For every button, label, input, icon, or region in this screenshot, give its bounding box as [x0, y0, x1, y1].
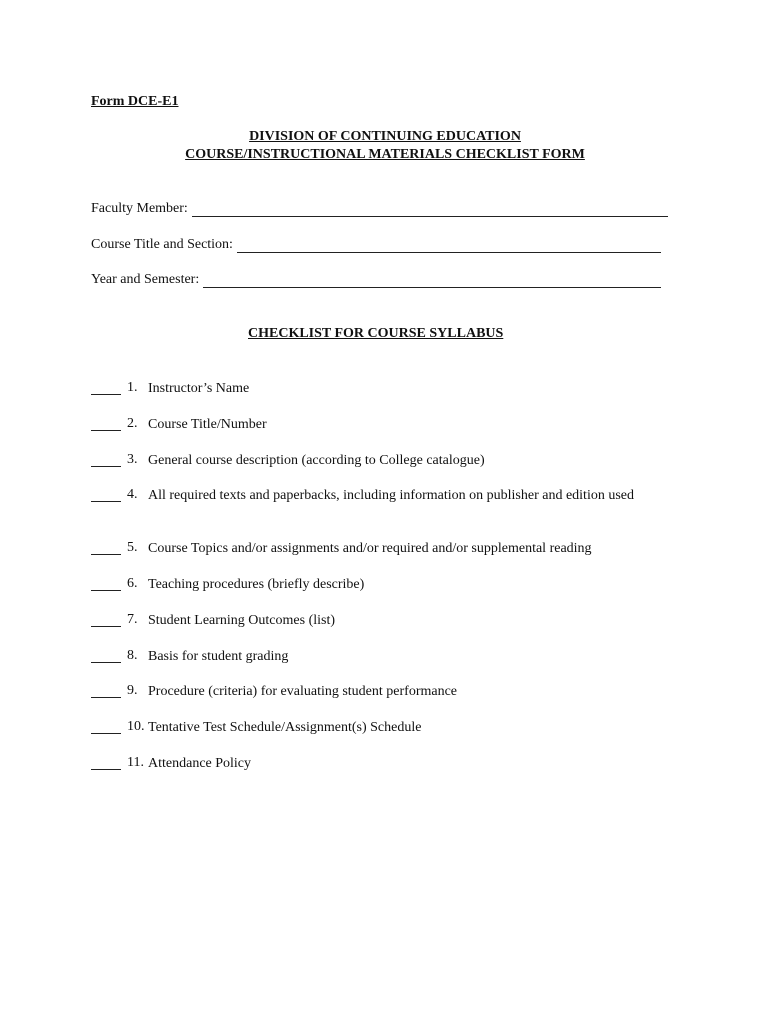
item-number: 7. — [127, 612, 138, 627]
check-blank[interactable] — [91, 755, 121, 770]
item-number: 2. — [127, 416, 138, 431]
course-title-section-field — [91, 237, 661, 253]
year-semester-blank[interactable] — [203, 273, 661, 288]
item-text: Procedure (criteria) for evaluating student performance — [148, 684, 458, 699]
check-blank[interactable] — [91, 452, 121, 467]
check-blank[interactable] — [91, 540, 121, 555]
item-text: Teaching procedures (briefly describe) — [148, 577, 365, 592]
section-heading: CHECKLIST FOR COURSE SYLLABUS — [248, 326, 504, 341]
check-blank[interactable] — [91, 648, 121, 663]
item-number: 10. — [127, 719, 145, 734]
check-blank[interactable] — [91, 487, 121, 502]
item-text: Student Learning Outcomes (list) — [148, 613, 336, 628]
item-text: General course description (according to College catalogue) — [148, 453, 485, 468]
year-semester-field — [91, 272, 661, 288]
item-number: 6. — [127, 576, 138, 591]
item-text: All required texts and paperbacks, including information on publisher and edition used — [148, 488, 634, 503]
form-id: Form DCE-E1 — [91, 94, 179, 109]
item-number: 11. — [127, 755, 144, 770]
check-blank[interactable] — [91, 576, 121, 591]
faculty-member-blank[interactable] — [192, 202, 668, 217]
item-text: Instructor’s Name — [148, 381, 250, 396]
check-blank[interactable] — [91, 719, 121, 734]
form-title-line2: COURSE/INSTRUCTIONAL MATERIALS CHECKLIST FORM — [185, 147, 585, 162]
faculty-member-label: Faculty Member: — [91, 201, 188, 216]
year-semester-label: Year and Semester: — [91, 272, 200, 287]
check-blank[interactable] — [91, 612, 121, 627]
check-blank[interactable] — [91, 416, 121, 431]
item-number: 4. — [127, 487, 138, 502]
course-title-section-blank[interactable] — [237, 238, 661, 253]
course-title-section-label: Course Title and Section: — [91, 237, 233, 252]
item-text: Course Title/Number — [148, 417, 267, 432]
check-blank[interactable] — [91, 380, 121, 395]
item-text: Basis for student grading — [148, 649, 289, 664]
item-number: 8. — [127, 648, 138, 663]
item-text: Attendance Policy — [148, 756, 252, 771]
item-text: Course Topics and/or assignments and/or required and/or supplemental reading — [148, 541, 592, 556]
faculty-member-field — [91, 201, 668, 217]
item-text: Tentative Test Schedule/Assignment(s) Schedule — [148, 720, 422, 735]
item-number: 9. — [127, 683, 138, 698]
form-title-line1: DIVISION OF CONTINUING EDUCATION — [249, 129, 521, 144]
check-blank[interactable] — [91, 683, 121, 698]
item-number: 5. — [127, 540, 138, 555]
item-number: 3. — [127, 452, 138, 467]
item-number: 1. — [127, 380, 138, 395]
